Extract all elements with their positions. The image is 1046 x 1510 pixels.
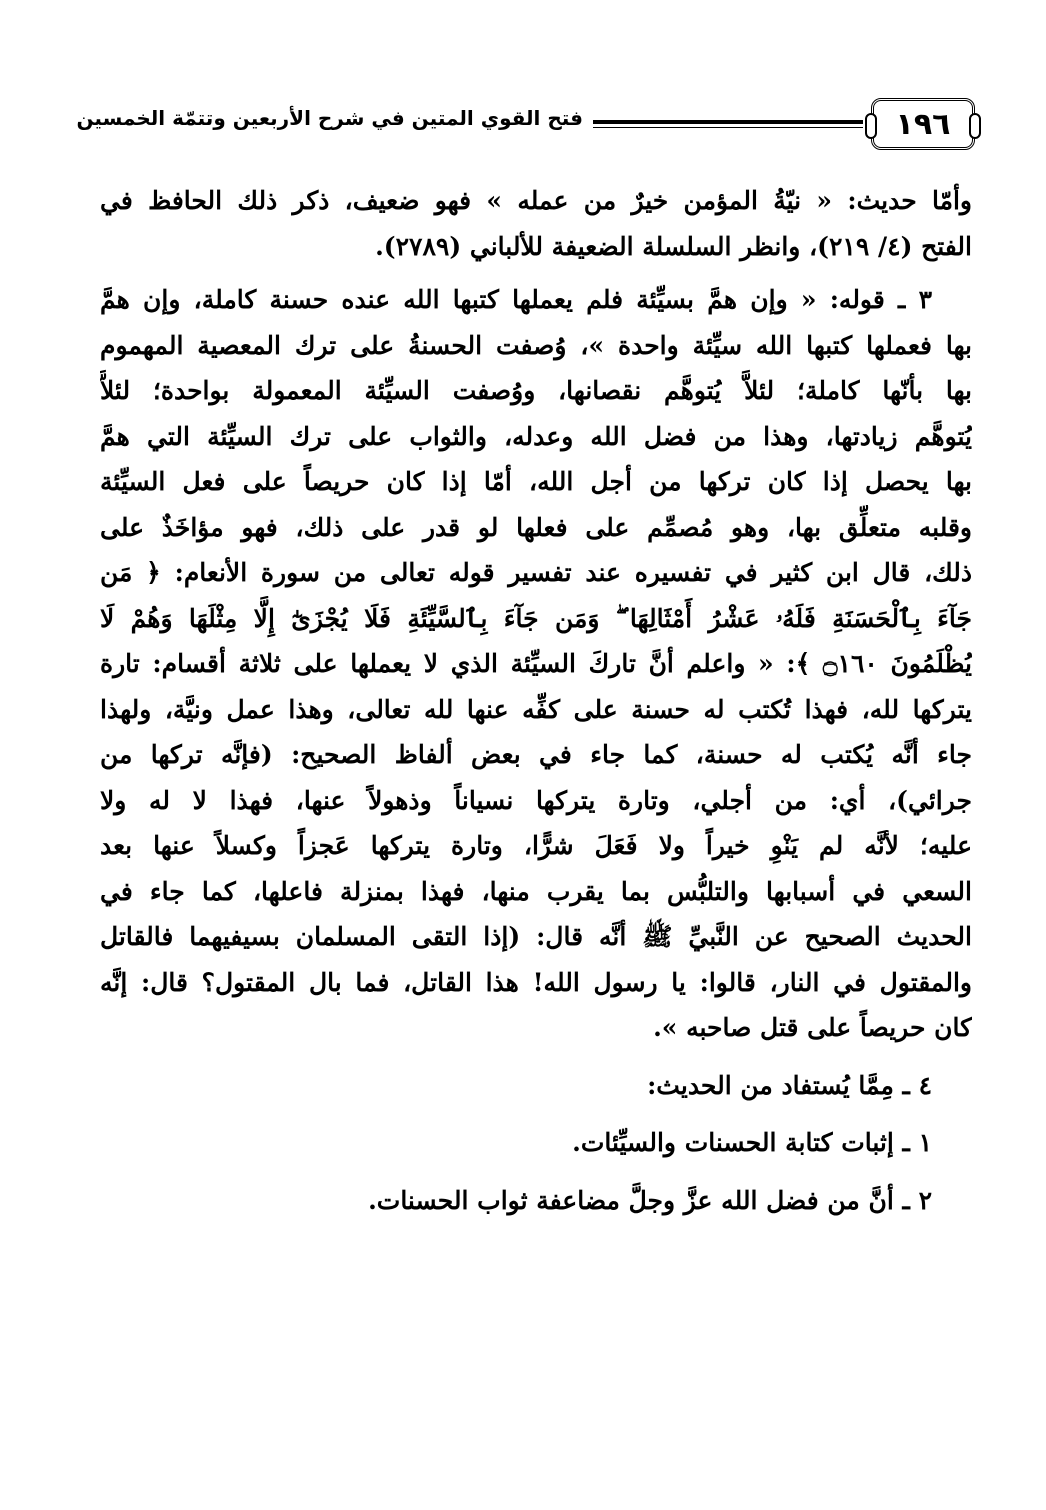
text-line: وقلبه متعلِّق بها، وهو مُصمِّم على فعلها لو قدر على ذلك، فهو مؤاخَذٌ على xyxy=(100,512,972,542)
paragraph-point-3 xyxy=(100,277,972,1051)
text-line: السعي في أسبابها والتلبُّس بما يقرب منها، فهذا بمنزلة فاعلها، كما جاء في xyxy=(100,876,972,906)
benefit-item: ٢ ـ أنَّ من فضل الله عزَّ وجلَّ مضاعفة ثواب الحسنات. xyxy=(368,1185,932,1215)
page-body xyxy=(100,178,972,1223)
text-line: جرائي)، أي: من أجلي، وتارة يتركها نسياناً وذهولاً عنها، فهذا لا له ولا xyxy=(100,785,972,815)
book-title: فتح القوي المتين في شرح الأربعين وتتمّة الخمسين xyxy=(76,106,583,130)
text-line: كان حريصاً على قتل صاحبه ». xyxy=(653,1013,972,1042)
text-line: يتركها لله، فهذا تُكتب له حسنة على كفِّه عنها لله تعالى، وهذا عمل ونيَّة، ولهذا xyxy=(100,694,972,724)
text-line: والمقتول في النار، قالوا: يا رسول الله! هذا القاتل، فما بال المقتول؟ قال: إنَّه xyxy=(100,967,972,997)
page-header xyxy=(76,96,975,156)
text-line: جاء أنَّه يُكتب له حسنة، كما جاء في بعض ألفاظ الصحيح: (فإنَّه تركها من xyxy=(100,740,972,769)
text-line: الفتح (٤/ ٢١٩)، وانظر السلسلة الضعيفة للألباني (٢٧٨٩). xyxy=(375,231,972,261)
page-number-frame xyxy=(871,98,975,150)
text-line: ذلك، قال ابن كثير في تفسيره عند تفسير قوله تعالى من سورة الأنعام: ﴿ مَن xyxy=(100,558,972,587)
text-line: بها فعملها كتبها الله سيِّئة واحدة »، وُصفت الحسنةُ على ترك المعصية المهموم xyxy=(100,330,972,360)
paragraph-hadith-weak xyxy=(100,178,972,269)
text-line: بها يحصل إذا كان تركها من أجل الله، أمّا إذا كان حريصاً على فعل السيِّئة xyxy=(100,467,972,496)
text-line: الحديث الصحيح عن النَّبيِّ ﷺ أنَّه قال: (إذا التقى المسلمان بسيفيهما فالقاتل xyxy=(100,922,972,951)
page-number: ١٩٦ xyxy=(895,106,951,142)
text-line: يُتوهَّم زيادتها، وهذا من فضل الله وعدله، والثواب على ترك السيِّئة التي همَّ xyxy=(100,421,972,451)
text-line: يُظْلَمُونَ ۝١٦٠ ﴾: « واعلم أنَّ تاركَ السيِّئة الذي لا يعملها على ثلاثة أقسام: تارة xyxy=(100,649,972,678)
text-line: وأمّا حديث: « نيّةُ المؤمن خيرٌ من عمله » فهو ضعيف، ذكر ذلك الحافظ في xyxy=(100,186,972,215)
text-line: بها بأنّها كاملة؛ لئلاَّ يُتوهَّم نقصانها، ووُصفت السيِّئة المعمولة بواحدة؛ لئلاَّ xyxy=(100,376,972,405)
text-line: عليه؛ لأنَّه لم يَنْوِ خيراً ولا فَعَلَ شرًّا، وتارة يتركها عَجزاً وكسلاً عنها بعد xyxy=(100,831,972,860)
text-line: ٣ ـ قوله: « وإن همَّ بسيِّئة فلم يعملها كتبها الله عنده حسنة كاملة، وإن همَّ xyxy=(100,285,932,314)
benefit-item: ١ ـ إثبات كتابة الحسنات والسيِّئات. xyxy=(572,1128,932,1157)
header-rule xyxy=(593,120,863,128)
quran-verse-line: جَآءَ بِٱلْحَسَنَةِ فَلَهُۥ عَشْرُ أَمْثَالِهَا ۖ وَمَن جَآءَ بِٱلسَّيِّئَةِ فَلَا يُجْزَىٰٓ إِلَّا مِثْلَهَا وَهُمْ لَا xyxy=(100,603,972,633)
section-heading: ٤ ـ مِمَّا يُستفاد من الحديث: xyxy=(647,1070,932,1100)
